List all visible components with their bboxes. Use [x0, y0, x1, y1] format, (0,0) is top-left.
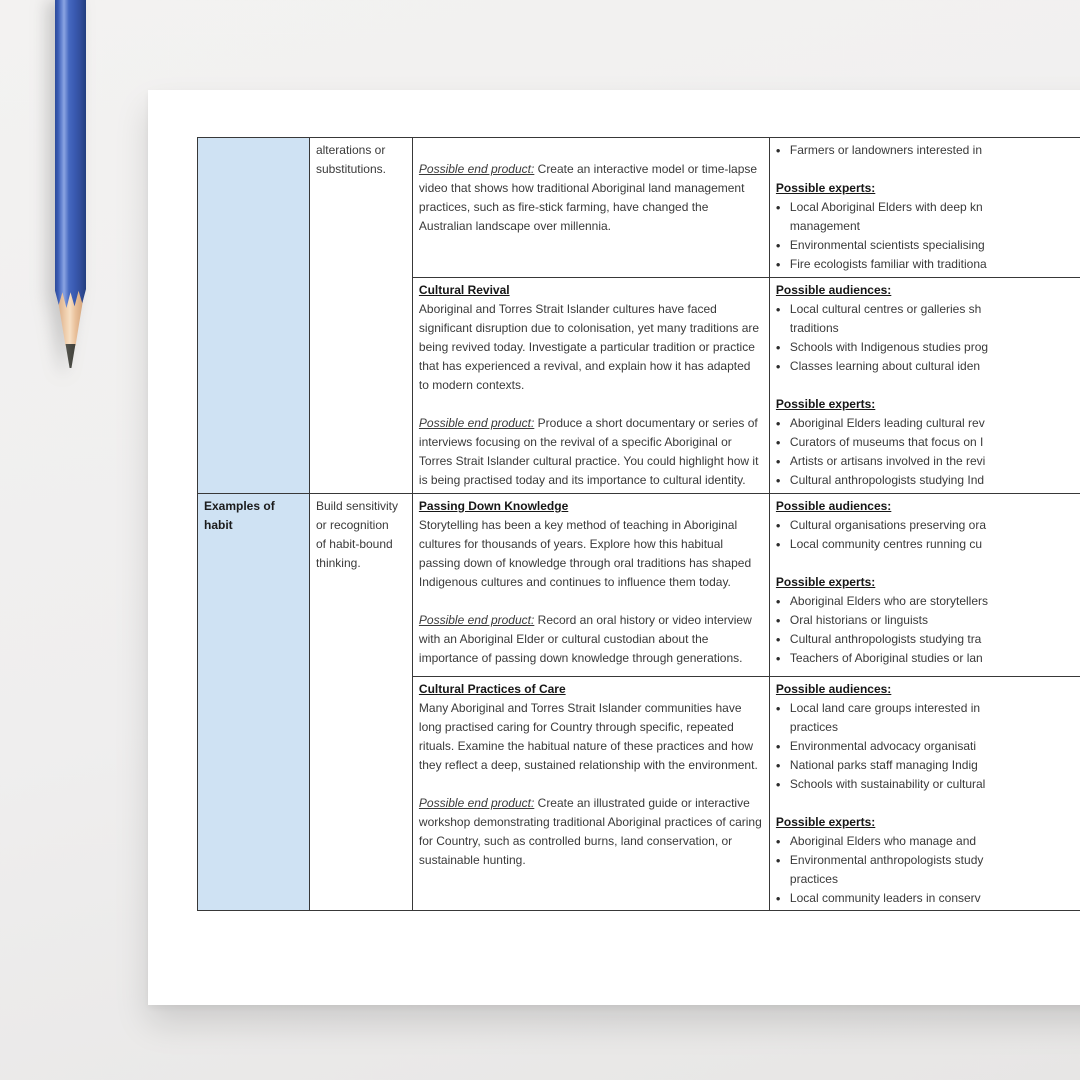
project-paragraph: Storytelling has been a key method of teaching in Aboriginal cultures for thousands of years. Explore how this habitual passing down of knowledge through oral traditions has shaped Indigenous cultures and continues to influence them today. [418, 518, 752, 589]
bullet-item [776, 737, 1080, 756]
cell-contacts [769, 677, 1080, 911]
bullet-line: Schools with sustainability or cultural [789, 777, 986, 791]
table-row [198, 138, 1080, 278]
bullet-lines [790, 630, 1080, 649]
bullet-lines [790, 141, 1080, 160]
spacer [419, 395, 763, 414]
cell-project-description [412, 677, 769, 911]
bullet-item [776, 889, 1080, 908]
bullet-dot-icon: • [775, 758, 781, 773]
bullet-dot-icon: • [775, 651, 781, 666]
cell-project-description [412, 494, 769, 677]
strategy-line: Build sensitivity [315, 499, 398, 513]
bullet-line: management [789, 219, 860, 233]
bullet-lines [790, 535, 1080, 554]
bullet-dot-icon: • [775, 594, 781, 609]
bullet-dot-icon: • [775, 891, 781, 906]
bullet-lines [790, 737, 1080, 756]
bullet-dot-icon: • [775, 454, 781, 469]
pencil-blue-body [55, 0, 86, 308]
project-title: Passing Down Knowledge [418, 499, 569, 513]
spacer [776, 794, 1080, 813]
bullet-line: Environmental anthropologists study [789, 853, 984, 867]
bullet-lines [790, 255, 1080, 274]
end-product-paragraph: Possible end product: Create an interactive model or time-lapse video that shows how traditional Aboriginal land management practices, such as fire-stick farming, have changed the Australian landscape over millennia. [418, 162, 758, 233]
bullet-item [776, 775, 1080, 794]
project-table-body [198, 138, 1080, 911]
cell-topic [198, 494, 310, 911]
bullet-line: Oral historians or linguists [789, 613, 928, 627]
bullet-line: Cultural organisations preserving ora [789, 518, 987, 532]
spacer [419, 592, 763, 611]
bullet-dot-icon: • [775, 613, 781, 628]
spacer [776, 376, 1080, 395]
project-paragraph: Aboriginal and Torres Strait Islander cultures have faced significant disruption due to colonisation, yet many traditions are being revived today. Investigate a particular tradition or practice that has experienced a revival, and explain how it has adapted to modern contexts. [418, 302, 760, 392]
end-product-label: Possible end product: [418, 416, 535, 430]
bullet-item [776, 649, 1080, 668]
bullet-lines [790, 775, 1080, 794]
contacts-heading: Possible experts: [775, 815, 876, 829]
bullet-lines [790, 611, 1080, 630]
bullet-line: Schools with Indigenous studies prog [789, 340, 989, 354]
bullet-dot-icon: • [775, 777, 781, 792]
bullet-item [776, 255, 1080, 274]
bullet-lines [790, 300, 1080, 338]
bullet-dot-icon: • [775, 200, 781, 215]
bullet-lines [790, 756, 1080, 775]
bullet-item [776, 433, 1080, 452]
bullet-line: Environmental scientists specialising [789, 238, 985, 252]
bullet-line: Local community centres running cu [789, 537, 983, 551]
end-product-label: Possible end product: [418, 613, 535, 627]
strategy-line: substitutions. [315, 162, 386, 176]
contacts-heading: Possible audiences: [775, 499, 892, 513]
project-title: Cultural Practices of Care [418, 682, 566, 696]
bullet-item [776, 516, 1080, 535]
bullet-item [776, 198, 1080, 236]
bullet-line: National parks staff managing Indig [789, 758, 978, 772]
bullet-dot-icon: • [775, 238, 781, 253]
bullet-item [776, 535, 1080, 554]
bullet-lines [790, 889, 1080, 908]
strategy-line: of habit-bound [315, 537, 393, 551]
bullet-lines [790, 338, 1080, 357]
contacts-heading: Possible experts: [775, 181, 876, 195]
cell-strategy [309, 138, 412, 494]
bullet-lines [790, 516, 1080, 535]
bullet-item [776, 452, 1080, 471]
spacer [776, 160, 1080, 179]
bullet-dot-icon: • [775, 257, 781, 272]
contacts-heading: Possible audiences: [775, 283, 892, 297]
table-row [198, 494, 1080, 677]
bullet-dot-icon: • [775, 834, 781, 849]
end-product-label: Possible end product: [418, 796, 535, 810]
end-product-paragraph: Possible end product: Produce a short documentary or series of interviews focusing on the revival of a specific Aboriginal or Torres Strait Islander cultural practice. You could highlight how it is being practised today and its importance to cultural identity. [418, 416, 759, 487]
bullet-dot-icon: • [775, 739, 781, 754]
bullet-line: Fire ecologists familiar with traditiona [789, 257, 987, 271]
bullet-lines [790, 357, 1080, 376]
bullet-dot-icon: • [775, 359, 781, 374]
bullet-dot-icon: • [775, 143, 781, 158]
bullet-item [776, 414, 1080, 433]
end-product-paragraph: Possible end product: Create an illustrated guide or interactive workshop demonstrating traditional Aboriginal practices of caring for Country, such as controlled burns, land conservation, or sustainable hunting. [418, 796, 762, 867]
bullet-dot-icon: • [775, 537, 781, 552]
bullet-dot-icon: • [775, 340, 781, 355]
contacts-heading: Possible experts: [775, 397, 876, 411]
contacts-heading: Possible experts: [775, 575, 876, 589]
bullet-item [776, 832, 1080, 851]
bullet-item [776, 300, 1080, 338]
strategy-line: alterations or [315, 143, 386, 157]
strategy-line: or recognition [315, 518, 389, 532]
document-page [148, 90, 1080, 1005]
bullet-line: Classes learning about cultural iden [789, 359, 981, 373]
bullet-line: Local community leaders in conserv [789, 891, 981, 905]
bullet-dot-icon: • [775, 853, 781, 868]
project-table [197, 137, 1080, 911]
bullet-dot-icon: • [775, 302, 781, 317]
bullet-lines [790, 471, 1080, 490]
bullet-line: Farmers or landowners interested in [789, 143, 983, 157]
bullet-item [776, 141, 1080, 160]
bullet-item [776, 630, 1080, 649]
bullet-lines [790, 851, 1080, 889]
end-product-label: Possible end product: [418, 162, 535, 176]
bullet-lines [790, 699, 1080, 737]
bullet-line: Aboriginal Elders who manage and [789, 834, 977, 848]
spacer [419, 775, 763, 794]
bullet-line: Local Aboriginal Elders with deep kn [789, 200, 983, 214]
bullet-line: practices [789, 872, 838, 886]
bullet-line: Local cultural centres or galleries sh [789, 302, 982, 316]
bullet-line: Cultural anthropologists studying Ind [789, 473, 985, 487]
topic-label: Examples of habit [204, 499, 275, 532]
spacer [419, 141, 763, 160]
bullet-item [776, 699, 1080, 737]
strategy-line: thinking. [315, 556, 361, 570]
bullet-item [776, 471, 1080, 490]
contacts-heading: Possible audiences: [775, 682, 892, 696]
bullet-lines [790, 649, 1080, 668]
cell-topic [198, 138, 310, 494]
bullet-lines [790, 433, 1080, 452]
project-paragraph: Many Aboriginal and Torres Strait Islander communities have long practised caring for Country through specific, repeated rituals. Examine the habitual nature of these practices and how they reflect a deep, sustained relationship with the environment. [418, 701, 758, 772]
bullet-lines [790, 452, 1080, 471]
cell-contacts [769, 278, 1080, 494]
bullet-line: Teachers of Aboriginal studies or lan [789, 651, 983, 665]
bullet-item [776, 851, 1080, 889]
bullet-lines [790, 414, 1080, 433]
cell-strategy [309, 494, 412, 911]
project-title: Cultural Revival [418, 283, 510, 297]
bullet-dot-icon: • [775, 435, 781, 450]
bullet-line: Cultural anthropologists studying tra [789, 632, 982, 646]
bullet-line: traditions [789, 321, 839, 335]
bullet-lines [790, 198, 1080, 236]
bullet-lines [790, 592, 1080, 611]
bullet-dot-icon: • [775, 701, 781, 716]
bullet-item [776, 357, 1080, 376]
blue-pencil [55, 0, 86, 374]
bullet-line: Local land care groups interested in [789, 701, 981, 715]
bullet-item [776, 756, 1080, 775]
cell-project-description [412, 138, 769, 278]
bullet-line: Curators of museums that focus on I [789, 435, 984, 449]
bullet-item [776, 236, 1080, 255]
bullet-line: Artists or artisans involved in the revi [789, 454, 986, 468]
spacer [776, 554, 1080, 573]
bullet-lines [790, 236, 1080, 255]
bullet-item [776, 338, 1080, 357]
cell-contacts [769, 494, 1080, 677]
cell-project-description [412, 278, 769, 494]
bullet-line: Aboriginal Elders who are storytellers [789, 594, 989, 608]
bullet-dot-icon: • [775, 632, 781, 647]
cell-contacts [769, 138, 1080, 278]
bullet-line: Environmental advocacy organisati [789, 739, 977, 753]
bullet-line: Aboriginal Elders leading cultural rev [789, 416, 985, 430]
bullet-lines [790, 832, 1080, 851]
bullet-dot-icon: • [775, 518, 781, 533]
bullet-dot-icon: • [775, 473, 781, 488]
pencil-graphite-tip-icon [55, 344, 86, 368]
bullet-item [776, 592, 1080, 611]
bullet-line: practices [789, 720, 838, 734]
bullet-dot-icon: • [775, 416, 781, 431]
end-product-paragraph: Possible end product: Record an oral history or video interview with an Aboriginal Elder or cultural custodian about the importance of passing down knowledge through generations. [418, 613, 752, 665]
bullet-item [776, 611, 1080, 630]
